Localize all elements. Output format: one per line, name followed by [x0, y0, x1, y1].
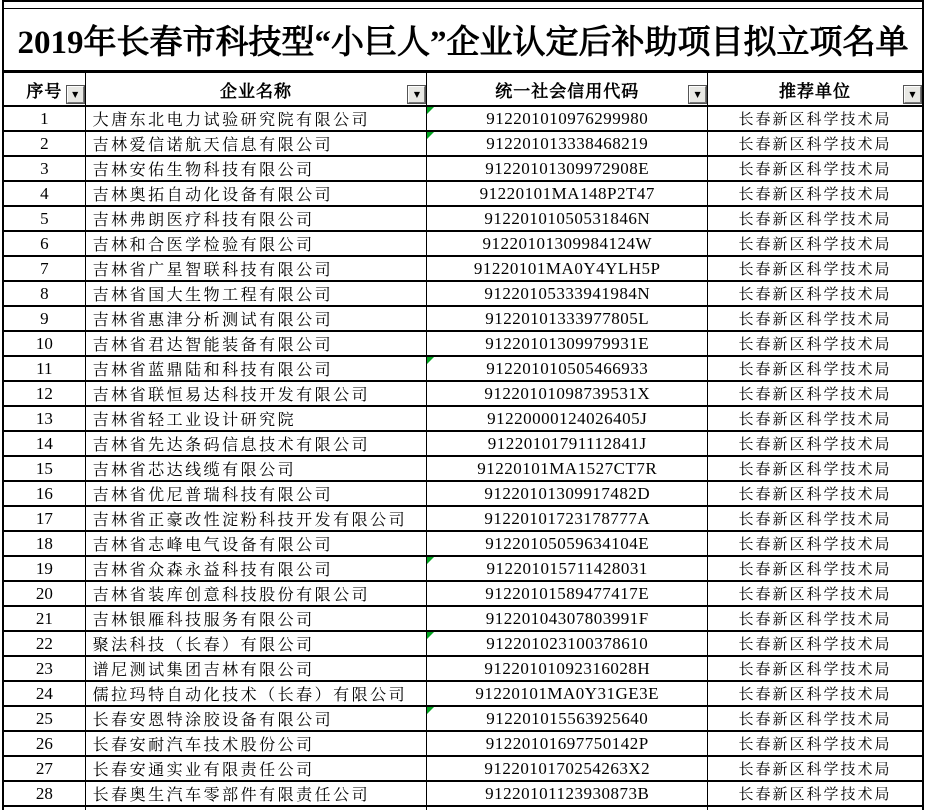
recommend-unit-cell: 长春新区科学技术局: [708, 781, 923, 806]
company-name-cell: 吉林安佑生物科技有限公司: [85, 156, 427, 181]
credit-code-cell: [427, 781, 708, 806]
credit-code-value: 91220104307803991F: [485, 608, 649, 628]
credit-code-cell: [427, 231, 708, 256]
serial-number-cell: 17: [3, 506, 85, 531]
table-row: [3, 331, 923, 356]
filter-dropdown-recommend-unit[interactable]: [904, 86, 921, 103]
header-serial-number: [3, 72, 85, 107]
credit-code-value: 912201015711428031: [486, 558, 648, 578]
table-row: [3, 606, 923, 631]
serial-number-cell: 19: [3, 556, 85, 581]
recommend-unit-cell: 长春新区科学技术局: [708, 756, 923, 781]
recommend-unit-cell: 长春新区科学技术局: [708, 281, 923, 306]
header-recommend-unit-label: 推荐单位: [779, 81, 851, 101]
table-row: [3, 181, 923, 206]
company-name-cell: 谱尼测试集团吉林有限公司: [85, 656, 427, 681]
serial-number-cell: 26: [3, 731, 85, 756]
title-row: [2, 9, 924, 70]
recommend-unit-cell: 长春新区科学技术局: [708, 581, 923, 606]
table-row: [3, 631, 923, 656]
serial-number-cell: 16: [3, 481, 85, 506]
table-row: [3, 231, 923, 256]
credit-code-cell: [427, 506, 708, 531]
credit-code-value: 91220101589477417E: [485, 583, 650, 603]
serial-number-cell: 7: [3, 256, 85, 281]
table-row: [3, 756, 923, 781]
credit-code-cell: [427, 456, 708, 481]
credit-code-cell: [427, 106, 708, 131]
company-name-cell: 吉林省正豪改性淀粉科技开发有限公司: [85, 506, 427, 531]
serial-number-cell: 21: [3, 606, 85, 631]
credit-code-cell: [427, 706, 708, 731]
header-credit-code: [427, 72, 708, 107]
company-name-cell: 吉林省先达条码信息技术有限公司: [85, 431, 427, 456]
serial-number-cell: 28: [3, 781, 85, 806]
credit-code-value: 912201010976299980: [486, 108, 649, 128]
credit-code-value: 912201023100378610: [486, 633, 649, 653]
recommend-unit-cell: 长春新区科学技术局: [708, 131, 923, 156]
credit-code-cell: [427, 431, 708, 456]
company-name-cell: 吉林省联恒易达科技开发有限公司: [85, 381, 427, 406]
recommend-unit-cell: 长春新区科学技术局: [708, 106, 923, 131]
table-row: [3, 356, 923, 381]
credit-code-cell: [427, 181, 708, 206]
credit-code-value: 9122010170254263X2: [484, 758, 651, 778]
stored-as-text-flag-icon: [427, 632, 434, 639]
serial-number-cell: 15: [3, 456, 85, 481]
credit-code-cell: [427, 581, 708, 606]
recommend-unit-cell: 长春新区科学技术局: [708, 181, 923, 206]
table-row: [3, 306, 923, 331]
recommend-unit-cell: 长春新区科学技术局: [708, 481, 923, 506]
company-name-cell: 吉林省蓝鼎陆和科技有限公司: [85, 356, 427, 381]
credit-code-value: 912201013338468219: [486, 133, 649, 153]
company-name-cell: 吉林省优尼普瑞科技有限公司: [85, 481, 427, 506]
table-row: [3, 106, 923, 131]
table-row: [3, 531, 923, 556]
top-spacer-row: [2, 0, 924, 9]
table-row: [3, 706, 923, 731]
serial-number-cell: 23: [3, 656, 85, 681]
table-row: [3, 681, 923, 706]
serial-number-cell: 10: [3, 331, 85, 356]
serial-number-cell: 5: [3, 206, 85, 231]
filter-arrow-icon: ▼: [72, 89, 79, 99]
credit-code-cell: [427, 131, 708, 156]
credit-code-value: 91220101123930873B: [485, 783, 650, 803]
credit-code-cell: [427, 331, 708, 356]
recommend-unit-cell: 长春新区科学技术局: [708, 256, 923, 281]
serial-number-cell: 13: [3, 406, 85, 431]
filter-dropdown-serial-number[interactable]: [67, 86, 84, 103]
serial-number-cell: 18: [3, 531, 85, 556]
recommend-unit-cell: 长春新区科学技术局: [708, 381, 923, 406]
recommend-unit-cell: 长春新区科学技术局: [708, 206, 923, 231]
serial-number-cell: 8: [3, 281, 85, 306]
serial-number-cell: 22: [3, 631, 85, 656]
credit-code-cell: [427, 481, 708, 506]
recommend-unit-cell: 长春新区科学技术局: [708, 531, 923, 556]
serial-number-cell: 14: [3, 431, 85, 456]
credit-code-cell: [427, 731, 708, 756]
company-name-cell: 吉林省君达智能装备有限公司: [85, 331, 427, 356]
table-row: [3, 481, 923, 506]
company-name-cell: 吉林省广星智联科技有限公司: [85, 256, 427, 281]
page-title: 2019年长春市科技型“小巨人”企业认定后补助项目拟立项名单: [17, 25, 909, 61]
stored-as-text-flag-icon: [427, 557, 434, 564]
table-row: [3, 556, 923, 581]
credit-code-cell: [427, 631, 708, 656]
credit-code-cell: [427, 381, 708, 406]
credit-code-cell: [427, 281, 708, 306]
serial-number-cell: 11: [3, 356, 85, 381]
recommend-unit-cell: 长春新区科学技术局: [708, 306, 923, 331]
recommend-unit-cell: 长春新区科学技术局: [708, 406, 923, 431]
table-row: [3, 381, 923, 406]
credit-code-cell: [427, 556, 708, 581]
company-name-cell: 吉林爱信诺航天信息有限公司: [85, 131, 427, 156]
credit-code-cell: [427, 606, 708, 631]
credit-code-value: 91220101309917482D: [484, 483, 651, 503]
stored-as-text-flag-icon: [427, 357, 434, 364]
credit-code-value: 91220101309972908E: [485, 158, 650, 178]
serial-number-cell: 2: [3, 131, 85, 156]
company-name-cell: 大唐东北电力试验研究院有限公司: [85, 106, 427, 131]
partial-bottom-row: [3, 806, 923, 810]
credit-code-value: 91220101092316028H: [484, 658, 651, 678]
company-table: [2, 70, 924, 810]
header-recommend-unit: [708, 72, 923, 107]
header-serial-number-label: 序号: [26, 81, 63, 101]
credit-code-value: 91220101309979931E: [485, 333, 650, 353]
filter-arrow-icon: ▼: [413, 89, 420, 99]
credit-code-cell: [427, 756, 708, 781]
company-name-cell: 长春安通实业有限责任公司: [85, 756, 427, 781]
credit-code-cell: [427, 356, 708, 381]
filter-dropdown-credit-code[interactable]: [689, 86, 706, 103]
table-row: [3, 206, 923, 231]
table-row: [3, 256, 923, 281]
credit-code-value: 91220101MA0Y4YLH5P: [473, 258, 661, 278]
spreadsheet: [2, 0, 924, 810]
recommend-unit-cell: 长春新区科学技术局: [708, 731, 923, 756]
credit-code-cell: [427, 256, 708, 281]
serial-number-cell: 9: [3, 306, 85, 331]
table-body: [3, 106, 923, 806]
stored-as-text-flag-icon: [427, 107, 434, 114]
company-name-cell: 长春安恩特涂胶设备有限公司: [85, 706, 427, 731]
company-name-cell: 吉林银雁科技服务有限公司: [85, 606, 427, 631]
serial-number-cell: 3: [3, 156, 85, 181]
credit-code-cell: [427, 656, 708, 681]
filter-dropdown-company-name[interactable]: [408, 86, 425, 103]
credit-code-cell: [427, 206, 708, 231]
company-name-cell: 聚法科技（长春）有限公司: [85, 631, 427, 656]
credit-code-value: 91220105059634104E: [485, 533, 650, 553]
header-row: [3, 72, 923, 107]
credit-code-value: 91220101098739531X: [484, 383, 651, 403]
company-name-cell: 儒拉玛特自动化技术（长春）有限公司: [85, 681, 427, 706]
serial-number-cell: 1: [3, 106, 85, 131]
credit-code-cell: [427, 681, 708, 706]
recommend-unit-cell: 长春新区科学技术局: [708, 556, 923, 581]
stored-as-text-flag-icon: [427, 132, 434, 139]
recommend-unit-cell: 长春新区科学技术局: [708, 156, 923, 181]
company-name-cell: 吉林奥拓自动化设备有限公司: [85, 181, 427, 206]
company-name-cell: 吉林省轻工业设计研究院: [85, 406, 427, 431]
header-company-name: [85, 72, 427, 107]
credit-code-value: 91220101791112841J: [487, 433, 647, 453]
credit-code-value: 91220101MA1527CT7R: [477, 458, 658, 478]
credit-code-value: 912201010505466933: [486, 358, 649, 378]
recommend-unit-cell: 长春新区科学技术局: [708, 356, 923, 381]
company-name-cell: 长春安耐汽车技术股份公司: [85, 731, 427, 756]
stored-as-text-flag-icon: [427, 707, 434, 714]
credit-code-cell: [427, 406, 708, 431]
company-name-cell: 吉林省众森永益科技有限公司: [85, 556, 427, 581]
serial-number-cell: 20: [3, 581, 85, 606]
credit-code-value: 912201015563925640: [486, 708, 649, 728]
company-name-cell: 吉林省装库创意科技股份有限公司: [85, 581, 427, 606]
serial-number-cell: 12: [3, 381, 85, 406]
company-name-cell: 吉林和合医学检验有限公司: [85, 231, 427, 256]
credit-code-cell: [427, 531, 708, 556]
recommend-unit-cell: 长春新区科学技术局: [708, 231, 923, 256]
table-row: [3, 731, 923, 756]
recommend-unit-cell: 长春新区科学技术局: [708, 681, 923, 706]
recommend-unit-cell: 长春新区科学技术局: [708, 706, 923, 731]
credit-code-value: 91220101MA0Y31GE3E: [475, 683, 660, 703]
company-name-cell: 吉林弗朗医疗科技有限公司: [85, 206, 427, 231]
credit-code-cell: [427, 156, 708, 181]
company-name-cell: 吉林省惠津分析测试有限公司: [85, 306, 427, 331]
company-name-cell: 吉林省国大生物工程有限公司: [85, 281, 427, 306]
serial-number-cell: 25: [3, 706, 85, 731]
company-name-cell: 吉林省芯达线缆有限公司: [85, 456, 427, 481]
recommend-unit-cell: 长春新区科学技术局: [708, 456, 923, 481]
serial-number-cell: 6: [3, 231, 85, 256]
table-row: [3, 581, 923, 606]
serial-number-cell: 27: [3, 756, 85, 781]
credit-code-value: 91220000124026405J: [487, 408, 648, 428]
serial-number-cell: 24: [3, 681, 85, 706]
filter-arrow-icon: ▼: [909, 89, 916, 99]
serial-number-cell: 4: [3, 181, 85, 206]
recommend-unit-cell: 长春新区科学技术局: [708, 506, 923, 531]
company-name-cell: 长春奥生汽车零部件有限责任公司: [85, 781, 427, 806]
credit-code-value: 91220101333977805L: [485, 308, 650, 328]
header-credit-code-label: 统一社会信用代码: [495, 81, 640, 101]
credit-code-value: 91220101050531846N: [484, 208, 651, 228]
table-row: [3, 781, 923, 806]
table-row: [3, 281, 923, 306]
recommend-unit-cell: 长春新区科学技术局: [708, 431, 923, 456]
recommend-unit-cell: 长春新区科学技术局: [708, 656, 923, 681]
filter-arrow-icon: ▼: [694, 89, 701, 99]
table-row: [3, 456, 923, 481]
credit-code-value: 91220105333941984N: [484, 283, 651, 303]
credit-code-value: 91220101309984124W: [482, 233, 652, 253]
recommend-unit-cell: 长春新区科学技术局: [708, 631, 923, 656]
header-company-name-label: 企业名称: [220, 81, 293, 101]
table-row: [3, 156, 923, 181]
credit-code-value: 91220101697750142P: [485, 733, 649, 753]
table-row: [3, 406, 923, 431]
table-row: [3, 656, 923, 681]
recommend-unit-cell: 长春新区科学技术局: [708, 606, 923, 631]
recommend-unit-cell: 长春新区科学技术局: [708, 331, 923, 356]
company-name-cell: 吉林省志峰电气设备有限公司: [85, 531, 427, 556]
credit-code-cell: [427, 306, 708, 331]
credit-code-value: 91220101723178777A: [484, 508, 651, 528]
table-row: [3, 431, 923, 456]
table-row: [3, 506, 923, 531]
table-row: [3, 131, 923, 156]
credit-code-value: 91220101MA148P2T47: [479, 183, 655, 203]
